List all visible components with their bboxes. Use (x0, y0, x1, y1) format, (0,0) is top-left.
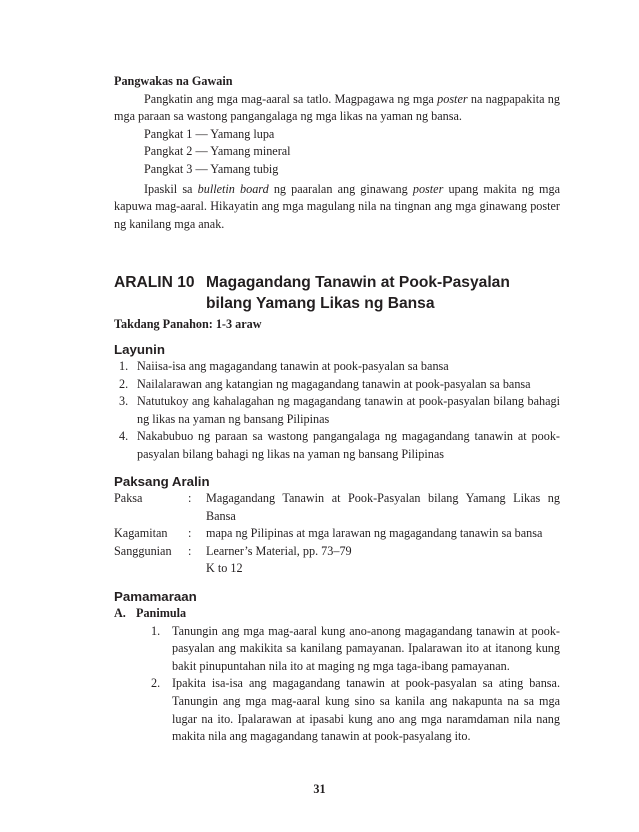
closing-activity-heading: Pangwakas na Gawain (114, 74, 233, 88)
page-number: 31 (313, 782, 326, 796)
references-row: Sanggunian : Learner’s Material, pp. 73–79 K to 12 (114, 543, 352, 576)
procedure-subheading: A. Panimula (114, 606, 187, 620)
group-line: Pangkat 2 — Yamang mineral (144, 144, 291, 159)
list-item: 3. Natutukoy ang kahalagahan ng magagandang tanawin at pook-pasyalan bilang bahagi ng likas na yaman ng bansang Pilipinas (119, 394, 560, 426)
closing-activity-paragraph-1: Pangkatin ang mga mag-aaral sa tatlo. Magpagawa ng mga poster na nagpapakita ng mga paraan sa wastong pangangalaga ng mga likas na yaman ng bansa. (114, 91, 560, 124)
lesson-time: Takdang Panahon: 1-3 araw (114, 317, 262, 331)
list-item: 1. Naiisa-isa ang magagandang tanawin at pook-pasyalan sa bansa (119, 359, 449, 373)
objectives-list (114, 358, 560, 464)
subject-matter-heading: Paksang Aralin (114, 474, 210, 489)
list-item: 4. Nakabubuo ng paraan sa wastong pangangalaga ng magagandang tanawin at pook-pasyalan bilang bahagi ng likas na yaman ng bansang Pilipinas (119, 429, 560, 461)
subject-matter-section (114, 473, 560, 578)
list-item: 1. Tanungin ang mga mag-aaral kung ano-anong magagandang tanawin at pook-pasyalan ang makikita sa kanilang pamayanan. Ipalarawan ito at itanong kung bakit pinupuntahan nila ito at maging ng mga taga-ibang pamayanan. (151, 623, 560, 673)
list-item: 2. Nailalarawan ang katangian ng magagandang tanawin at pook-pasyalan sa bansa (119, 376, 531, 391)
objectives-heading: Layunin (114, 342, 165, 357)
list-item: 2. Ipakita isa-isa ang magagandang tanawin at pook-pasyalan sa ating bansa. Tanungin ang mga mag-aaral kung sino sa kanila ang nakapunta na sa mga lugar na ito. Ipalarawan at ipasabi kung ano ang mga naramdaman nila nang makita nila ang magagandang tanawin at pook-pasyalang ito. (151, 676, 560, 744)
lesson-title: Magagandang Tanawin at Pook-Pasyalan bilang Yamang Likas ng Bansa (206, 274, 510, 312)
objectives-section (114, 341, 560, 464)
lesson-number: ARALIN 10 (114, 274, 195, 291)
group-line: Pangkat 1 — Yamang lupa (144, 126, 275, 141)
procedure-section (114, 588, 560, 746)
procedure-heading: Pamamaraan (114, 589, 197, 604)
materials-row: Kagamitan : mapa ng Pilipinas at mga larawan ng magagandang tanawin sa bansa (114, 526, 543, 541)
closing-activity-paragraph-2: Ipaskil sa bulletin board ng paaralan ang ginawang poster upang makita ng mga kapuwa mag-aaral. Hikayatin ang mga magulang nila na tingnan ang mga ginawang poster ng kanilang mga anak. (114, 181, 561, 231)
procedure-steps (114, 623, 560, 746)
group-line: Pangkat 3 — Yamang tubig (144, 161, 279, 176)
topic-row: Paksa : Magagandang Tanawin at Pook-Pasyalan bilang Yamang Likas ng Bansa (114, 491, 560, 523)
closing-activity-section (114, 73, 560, 233)
